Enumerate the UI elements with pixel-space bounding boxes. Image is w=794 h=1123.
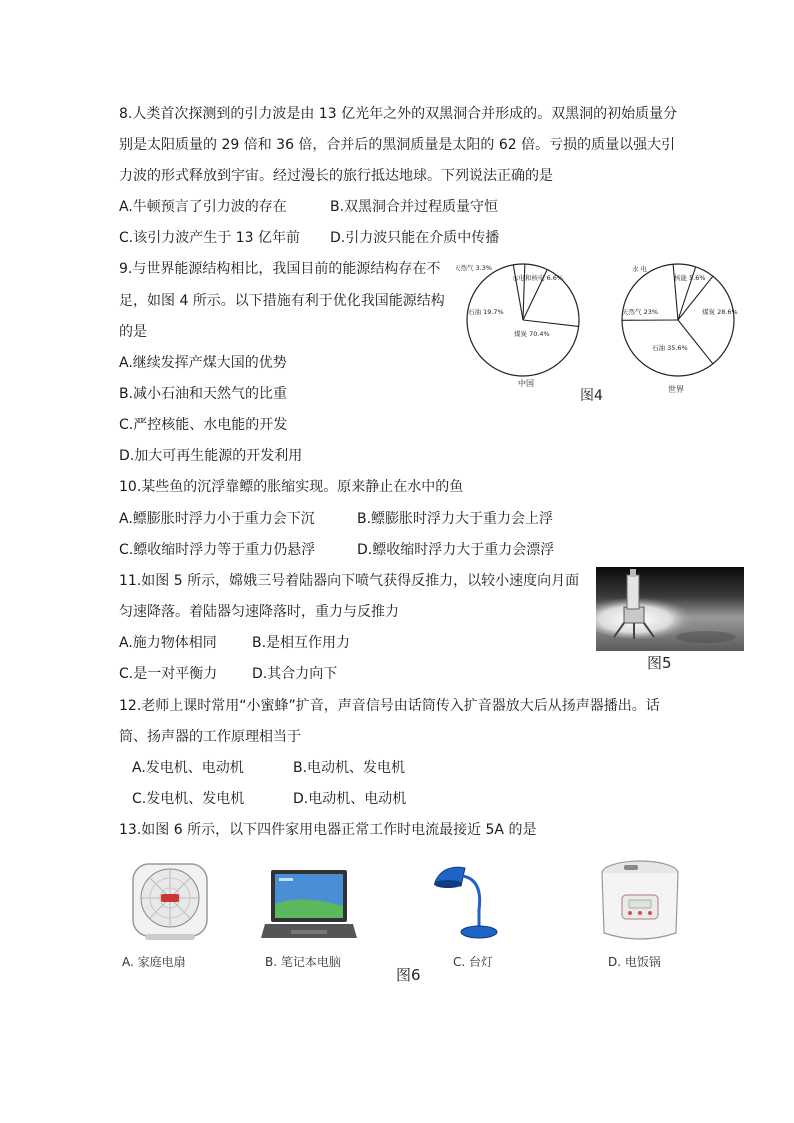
q10-option-c: C.鳔收缩时浮力等于重力仍悬浮 <box>119 542 316 558</box>
q9-option-a: A.继续发挥产煤大国的优势 <box>119 355 287 371</box>
q12-option-d: D.电动机、电动机 <box>293 791 407 807</box>
caption-c-lamp: C. 台灯 <box>453 955 494 969</box>
q13-line1: 13.如图 6 所示，以下四件家用电器正常工作时电流最接近 5A 的是 <box>119 822 537 838</box>
q9-line1: 9.与世界能源结构相比，我国目前的能源结构存在不 <box>119 261 441 277</box>
q12-option-a: A.发电机、电动机 <box>132 760 244 776</box>
figure-6-label: 图6 <box>396 966 421 984</box>
q8-option-d: D.引力波只能在介质中传播 <box>330 230 500 246</box>
pie-label: 石油 35.6% <box>652 344 688 352</box>
caption-d-cooker: D. 电饭锅 <box>608 955 661 969</box>
q11-option-c: C.是一对平衡力 <box>119 666 218 682</box>
q10-option-a: A.鳔膨胀时浮力小于重力会下沉 <box>119 511 315 527</box>
pie-label: 水 电 <box>632 265 648 273</box>
q12-option-b: B.电动机、发电机 <box>293 760 406 776</box>
q9-line3: 的是 <box>119 324 147 340</box>
q9-line2: 足，如图 4 所示。以下措施有利于优化我国能源结构 <box>119 293 445 309</box>
pie-label: 水电和核电 6.6% <box>512 274 564 282</box>
q11-option-d: D.其合力向下 <box>252 666 338 682</box>
pie-label: 天然气 23% <box>622 308 659 316</box>
q10-option-b: B.鳔膨胀时浮力大于重力会上浮 <box>357 511 554 527</box>
q9-option-d: D.加大可再生能源的开发利用 <box>119 448 303 464</box>
q9-option-c: C.严控核能、水电能的开发 <box>119 417 288 433</box>
figure-4-label: 图4 <box>580 388 603 404</box>
q11-option-b: B.是相互作用力 <box>252 635 351 651</box>
figure-5-label: 图5 <box>647 654 672 672</box>
pie-title: 世界 <box>668 385 684 394</box>
q9-option-b: B.减小石油和天然气的比重 <box>119 386 288 402</box>
desk-lamp-image <box>431 860 501 940</box>
q8-line3: 力波的形式释放到宇宙。经过漫长的旅行抵达地球。下列说法正确的是 <box>119 168 553 184</box>
q11-option-a: A.施力物体相同 <box>119 635 217 651</box>
pie-label: 核能 5.6% <box>674 274 706 282</box>
q12-line1: 12.老师上课时常用“小蜜蜂”扩音，声音信号由话筒传入扩音器放大后从扬声器播出。话 <box>119 698 660 714</box>
pie-title: 中国 <box>518 379 534 388</box>
q12-option-c: C.发电机、发电机 <box>132 791 245 807</box>
rice-cooker-image <box>596 857 684 945</box>
caption-b-laptop: B. 笔记本电脑 <box>265 955 341 969</box>
pie-label: 石油 19.7% <box>468 308 504 316</box>
fan-image <box>125 862 215 944</box>
pie-chart-world <box>622 264 738 394</box>
caption-a-fan: A. 家庭电扇 <box>122 955 186 969</box>
laptop-image <box>261 868 357 942</box>
q8-option-c: C.该引力波产生于 13 亿年前 <box>119 230 300 246</box>
q10-option-d: D.鳔收缩时浮力大于重力会漂浮 <box>357 542 555 558</box>
figure-4-pies <box>456 258 756 406</box>
q11-line1: 11.如图 5 所示，嫦娥三号着陆器向下喷气获得反推力，以较小速度向月面 <box>119 573 580 589</box>
pie-label: 煤炭 28.6% <box>702 308 738 316</box>
figure-4 <box>456 258 756 406</box>
pie-label: 煤炭 70.4% <box>514 330 550 338</box>
pie-chart-china <box>456 263 579 388</box>
q10-line1: 10.某些鱼的沉浮靠鳔的胀缩实现。原来静止在水中的鱼 <box>119 479 464 495</box>
q12-line2: 筒、扬声器的工作原理相当于 <box>119 729 301 745</box>
q8-line2: 别是太阳质量的 29 倍和 36 倍，合并后的黑洞质量是太阳的 62 倍。亏损的质量以强大引 <box>119 137 676 153</box>
q8-option-b: B.双黑洞合并过程质量守恒 <box>330 199 499 215</box>
pie-label: 天然气 3.3% <box>456 264 493 272</box>
figure-5-lander-image <box>596 567 744 651</box>
q8-line1: 8.人类首次探测到的引力波是由 13 亿光年之外的双黑洞合并形成的。双黑洞的初始质量分 <box>119 106 678 122</box>
q8-option-a: A.牛顿预言了引力波的存在 <box>119 199 287 215</box>
q11-line2: 匀速降落。着陆器匀速降落时，重力与反推力 <box>119 604 399 620</box>
